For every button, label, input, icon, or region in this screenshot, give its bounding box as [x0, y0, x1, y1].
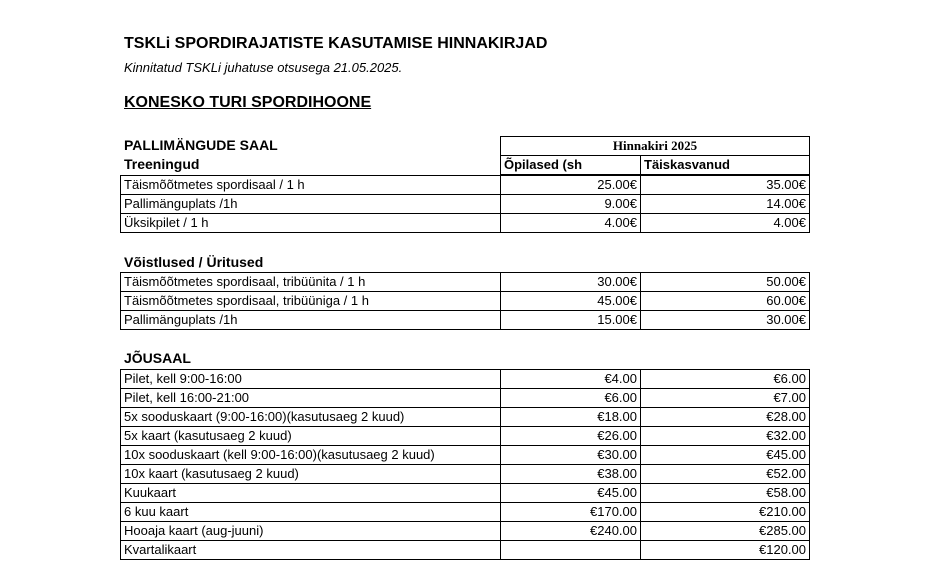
table-row — [121, 195, 810, 214]
row-adults-price: €6.00 — [641, 370, 810, 389]
column-students: Õpilased (sh — [501, 156, 641, 175]
table-row — [121, 214, 810, 233]
document-subtitle: Kinnitatud TSKLi juhatuse otsusega 21.05.2025. — [124, 60, 403, 75]
row-students-price: €18.00 — [501, 408, 641, 427]
table-row — [121, 176, 810, 195]
row-adults-price: 4.00€ — [641, 214, 810, 233]
row-students-price: €30.00 — [501, 446, 641, 465]
row-name: Kvartalikaart — [121, 541, 501, 560]
table-row — [121, 389, 810, 408]
row-name: 5x sooduskaart (9:00-16:00)(kasutusaeg 2 kuud) — [121, 408, 501, 427]
row-adults-price: €210.00 — [641, 503, 810, 522]
table-row — [121, 370, 810, 389]
row-name: Hooaja kaart (aug-juuni) — [121, 522, 501, 541]
row-adults-price: €45.00 — [641, 446, 810, 465]
row-adults-price: €285.00 — [641, 522, 810, 541]
row-students-price — [501, 541, 641, 560]
row-students-price: 25.00€ — [501, 176, 641, 195]
table-ball-games — [120, 175, 810, 233]
table-row — [121, 408, 810, 427]
table-gym — [120, 369, 810, 560]
section-title-competitions: Võistlused / Üritused — [124, 254, 264, 270]
row-name: Üksikpilet / 1 h — [121, 214, 501, 233]
row-name: 6 kuu kaart — [121, 503, 501, 522]
row-adults-price: €58.00 — [641, 484, 810, 503]
row-students-price: 4.00€ — [501, 214, 641, 233]
table-competitions — [120, 272, 810, 330]
row-students-price: €170.00 — [501, 503, 641, 522]
row-adults-price: €120.00 — [641, 541, 810, 560]
row-adults-price: 14.00€ — [641, 195, 810, 214]
row-name: 10x kaart (kasutusaeg 2 kuud) — [121, 465, 501, 484]
row-students-price: 15.00€ — [501, 311, 641, 330]
row-students-price: 30.00€ — [501, 273, 641, 292]
table-row — [121, 541, 810, 560]
row-adults-price: €32.00 — [641, 427, 810, 446]
row-adults-price: 60.00€ — [641, 292, 810, 311]
building-title: KONESKO TURI SPORDIHOONE — [124, 94, 372, 111]
row-students-price: €26.00 — [501, 427, 641, 446]
section-title-gym: JÕUSAAL — [124, 350, 191, 366]
row-name: Täismõõtmetes spordisaal, tribüünita / 1 h — [121, 273, 501, 292]
row-adults-price: 30.00€ — [641, 311, 810, 330]
row-students-price: €4.00 — [501, 370, 641, 389]
document-title: TSKLi SPORDIRAJATISTE KASUTAMISE HINNAKIRJAD — [124, 35, 548, 52]
table-row — [121, 484, 810, 503]
table-row — [121, 522, 810, 541]
row-name: Täismõõtmetes spordisaal / 1 h — [121, 176, 501, 195]
price-header — [500, 136, 810, 175]
table-row — [121, 427, 810, 446]
row-students-price: €6.00 — [501, 389, 641, 408]
table-row — [121, 273, 810, 292]
row-name: Kuukaart — [121, 484, 501, 503]
row-name: 10x sooduskaart (kell 9:00-16:00)(kasutusaeg 2 kuud) — [121, 446, 501, 465]
table-row — [121, 446, 810, 465]
table-row — [121, 292, 810, 311]
row-students-price: €38.00 — [501, 465, 641, 484]
table-row — [121, 311, 810, 330]
row-adults-price: €28.00 — [641, 408, 810, 427]
row-name: Täismõõtmetes spordisaal, tribüüniga / 1 h — [121, 292, 501, 311]
row-adults-price: 50.00€ — [641, 273, 810, 292]
row-students-price: 45.00€ — [501, 292, 641, 311]
row-students-price: 9.00€ — [501, 195, 641, 214]
row-name: Pallimänguplats /1h — [121, 311, 501, 330]
row-adults-price: 35.00€ — [641, 176, 810, 195]
column-adults: Täiskasvanud — [641, 156, 810, 175]
row-students-price: €240.00 — [501, 522, 641, 541]
row-name: 5x kaart (kasutusaeg 2 kuud) — [121, 427, 501, 446]
row-name: Pilet, kell 9:00-16:00 — [121, 370, 501, 389]
section-subtitle-training: Treeningud — [124, 156, 200, 172]
row-adults-price: €52.00 — [641, 465, 810, 484]
row-name: Pallimänguplats /1h — [121, 195, 501, 214]
section-title-ball-games: PALLIMÄNGUDE SAAL — [124, 137, 278, 153]
row-name: Pilet, kell 16:00-21:00 — [121, 389, 501, 408]
table-row — [121, 503, 810, 522]
row-adults-price: €7.00 — [641, 389, 810, 408]
table-row — [121, 465, 810, 484]
price-list-heading: Hinnakiri 2025 — [501, 137, 810, 156]
row-students-price: €45.00 — [501, 484, 641, 503]
